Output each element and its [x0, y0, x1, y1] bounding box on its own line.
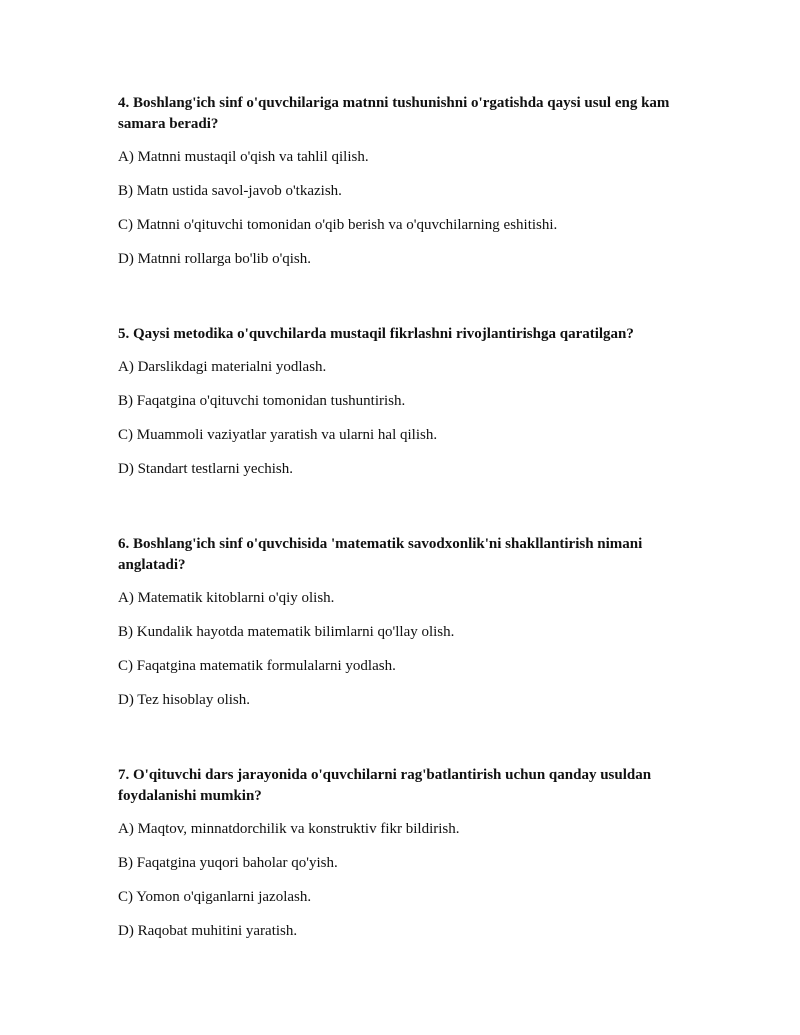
option-b: B) Matn ustida savol-javob o'tkazish. [118, 183, 342, 199]
question-6 [118, 534, 688, 709]
option-a: A) Maqtov, minnatdorchilik va konstruktiv fikr bildirish. [118, 821, 460, 837]
option-c: C) Matnni o'qituvchi tomonidan o'qib berish va o'quvchilarning eshitishi. [118, 217, 558, 233]
option-a: A) Matnni mustaqil o'qish va tahlil qilish. [118, 149, 369, 165]
option-d: D) Raqobat muhitini yaratish. [118, 923, 298, 939]
option-d: D) Matnni rollarga bo'lib o'qish. [118, 251, 312, 267]
question-title: 7. O'qituvchi dars jarayonida o'quvchilarni rag'batlantirish uchun qanday usuldan foydalanishi mumkin? [118, 767, 652, 804]
option-d: D) Tez hisoblay olish. [118, 692, 250, 708]
option-b: B) Faqatgina yuqori baholar qo'yish. [118, 855, 338, 871]
option-b: B) Kundalik hayotda matematik bilimlarni qo'llay olish. [118, 624, 455, 640]
document-page [118, 93, 688, 996]
question-title: 6. Boshlang'ich sinf o'quvchisida 'matematik savodxonlik'ni shakllantirish nimani anglatadi? [118, 536, 643, 573]
option-a: A) Darslikdagi materialni yodlash. [118, 359, 327, 375]
question-5 [118, 324, 688, 478]
option-c: C) Muammoli vaziyatlar yaratish va ularni hal qilish. [118, 427, 438, 443]
question-title: 4. Boshlang'ich sinf o'quvchilariga matnni tushunishni o'rgatishda qaysi usul eng kam samara beradi? [118, 95, 670, 132]
question-4 [118, 93, 688, 268]
option-a: A) Matematik kitoblarni o'qiy olish. [118, 590, 335, 606]
option-d: D) Standart testlarni yechish. [118, 461, 293, 477]
option-b: B) Faqatgina o'qituvchi tomonidan tushuntirish. [118, 393, 406, 409]
question-7 [118, 765, 688, 940]
option-c: C) Yomon o'qiganlarni jazolash. [118, 889, 312, 905]
question-title: 5. Qaysi metodika o'quvchilarda mustaqil fikrlashni rivojlantirishga qaratilgan? [118, 326, 634, 342]
option-c: C) Faqatgina matematik formulalarni yodlash. [118, 658, 396, 674]
